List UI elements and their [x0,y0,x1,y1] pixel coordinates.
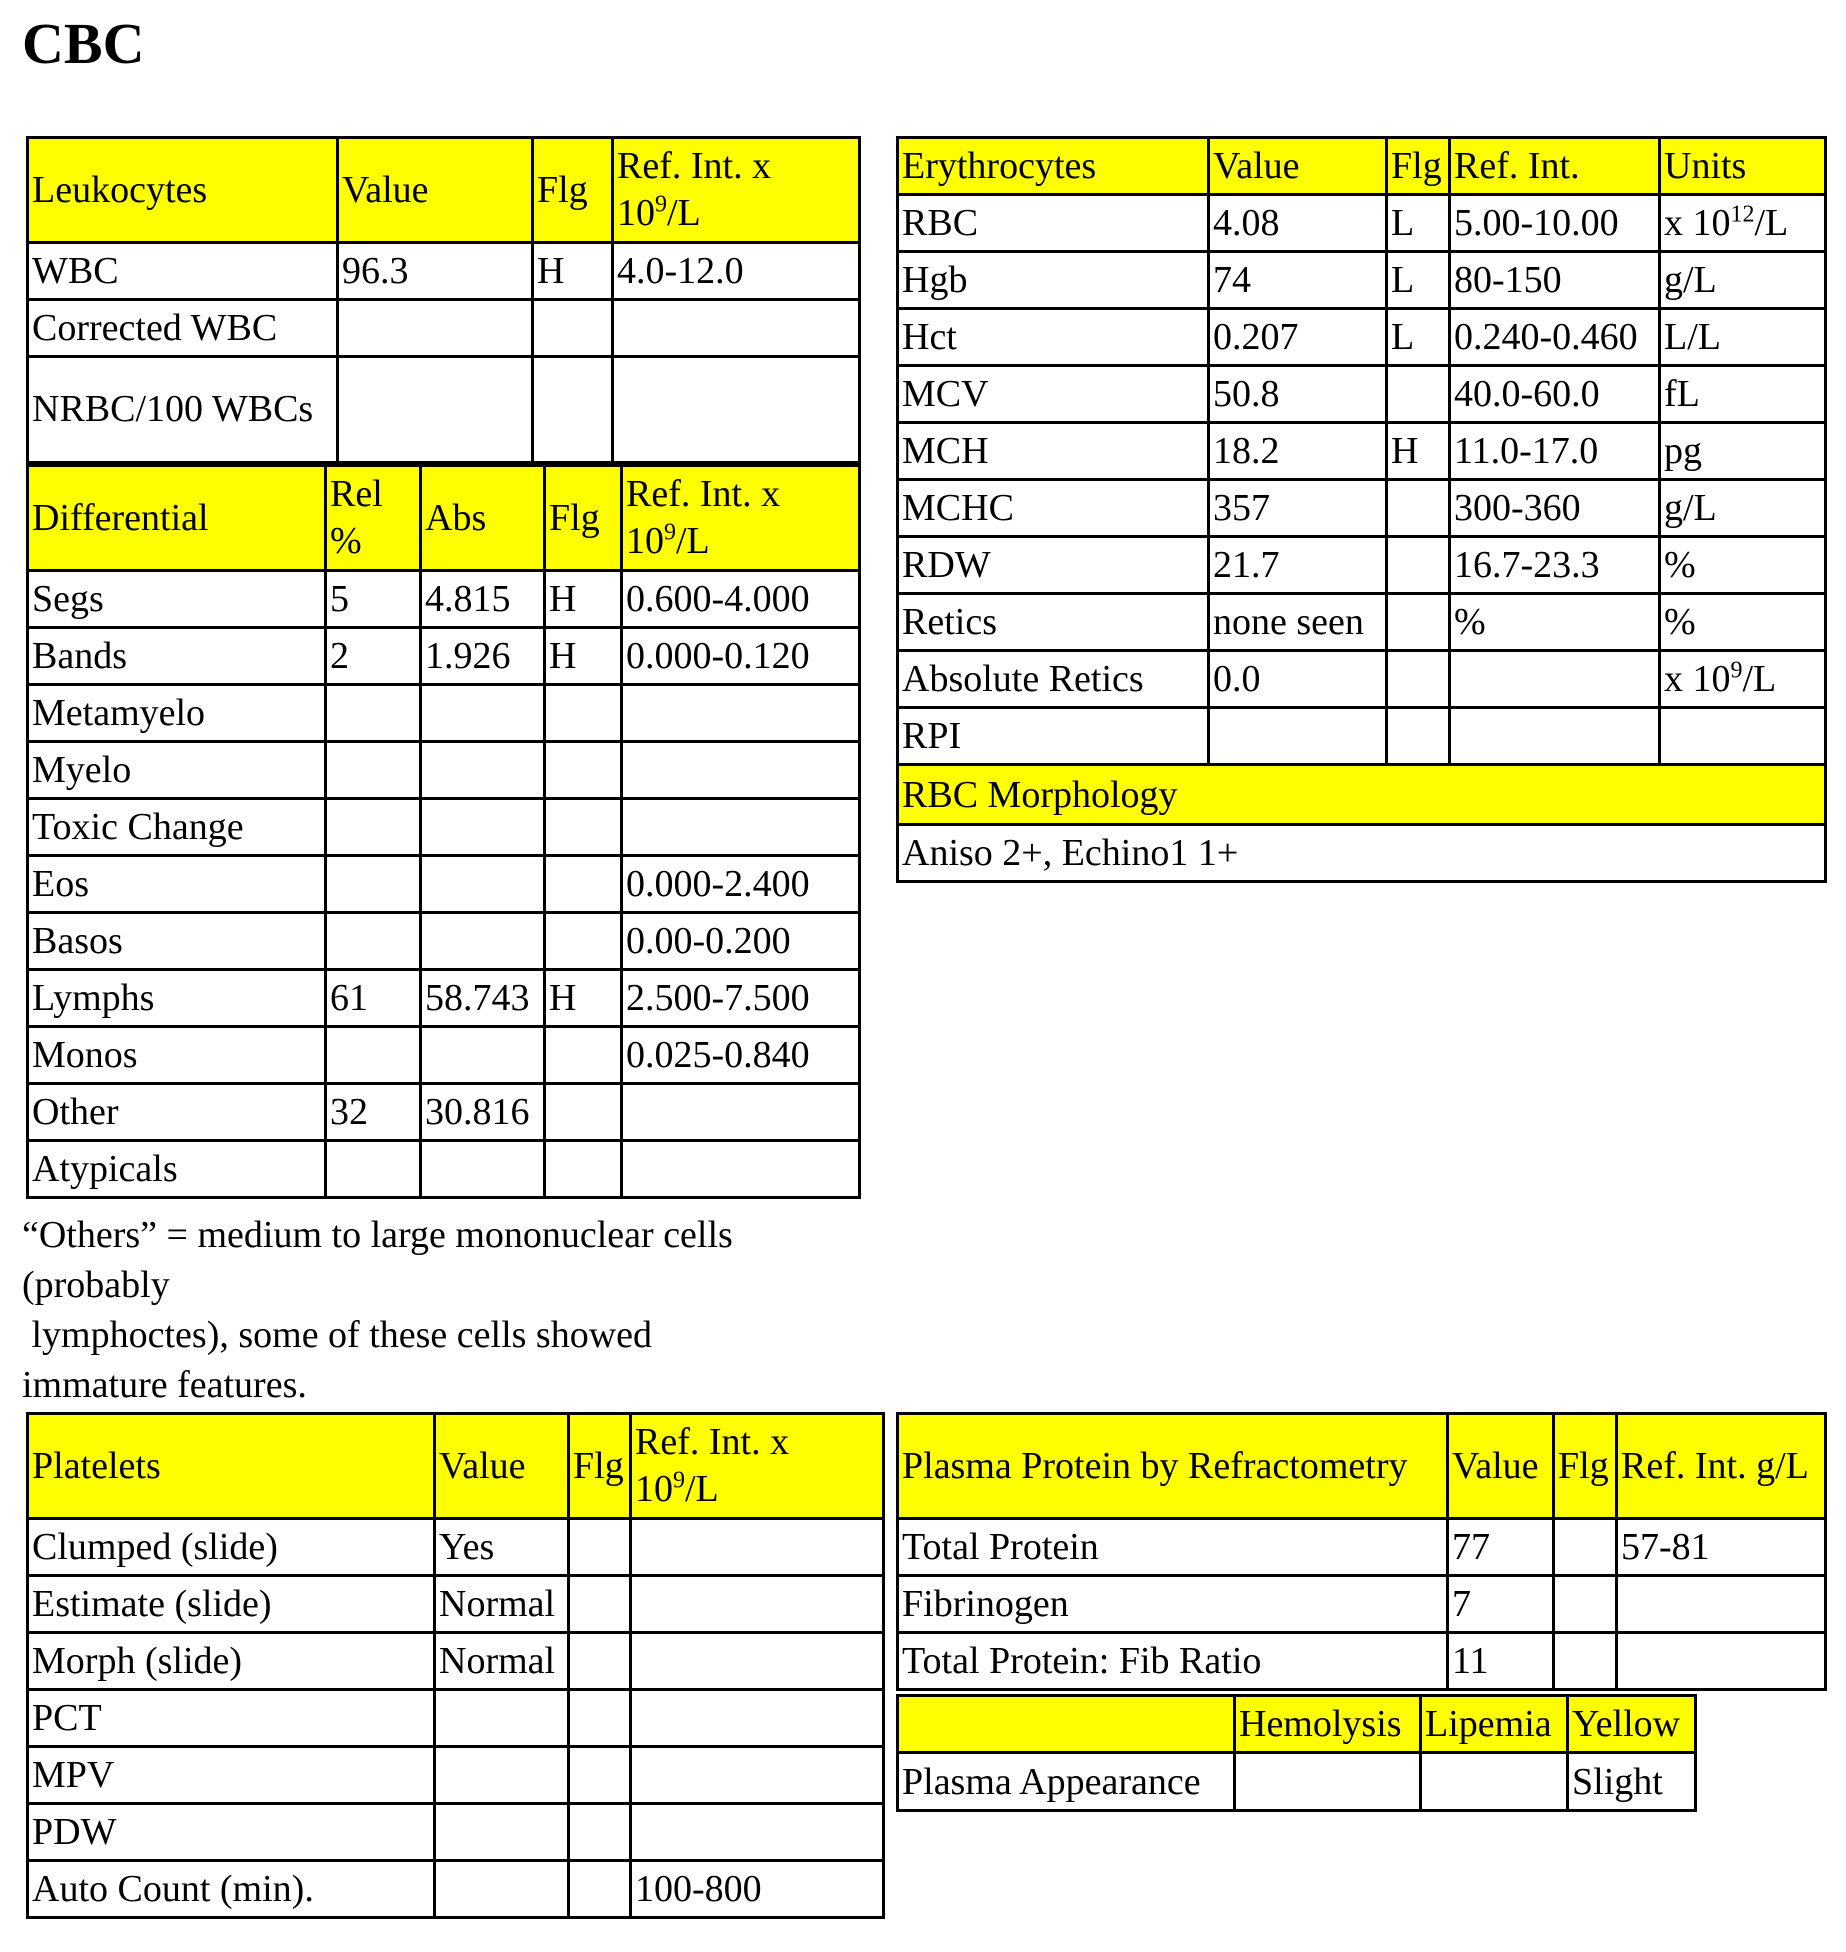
table-cell [569,1633,631,1690]
table-row [28,300,860,357]
header-platelets: Platelets [28,1414,435,1519]
header-blank [898,1696,1235,1753]
table-row [898,651,1826,708]
table-cell [435,1690,569,1747]
header-value: Value [435,1414,569,1519]
table-cell: % [1450,594,1660,651]
table-cell [569,1690,631,1747]
table-cell [631,1747,884,1804]
table-row [28,1690,884,1747]
table-cell-units: fL [1660,366,1826,423]
table-row [28,628,860,685]
table-cell: Metamyelo [28,685,326,742]
table-row [898,594,1826,651]
table-cell: 0.0 [1209,651,1387,708]
cell-yellow: Slight [1568,1753,1696,1811]
table-cell [631,1690,884,1747]
table-cell: 5 [326,571,421,628]
table-row [28,799,860,856]
table-cell: 5.00-10.00 [1450,195,1660,252]
cell-name: NRBC/100 WBCs [28,357,338,463]
table-cell: 0.207 [1209,309,1387,366]
table-cell: 40.0-60.0 [1450,366,1660,423]
platelets-rows [28,1519,884,1918]
header-leukocytes: Leukocytes [28,138,338,243]
table-cell [1450,708,1660,765]
table-row [28,357,860,463]
table-row [28,856,860,913]
table-row [898,480,1826,537]
table-cell: 4.815 [421,571,545,628]
table-header-row [898,765,1826,825]
table-cell: 50.8 [1209,366,1387,423]
table-cell: MCH [898,423,1209,480]
table-cell [421,913,545,970]
differential-table [26,464,861,1199]
table-cell: Bands [28,628,326,685]
table-cell: PCT [28,1690,435,1747]
plasma-protein-table [896,1412,1827,1691]
table-cell: RBC [898,195,1209,252]
table-header-row [28,1414,884,1519]
table-cell: Segs [28,571,326,628]
table-cell [1387,480,1450,537]
table-cell [1450,651,1660,708]
table-row [898,1753,1696,1811]
table-row [28,571,860,628]
table-cell [622,1084,860,1141]
table-cell [569,1747,631,1804]
cell-name: Corrected WBC [28,300,338,357]
table-cell: Retics [898,594,1209,651]
table-cell: H [545,628,622,685]
table-cell [421,856,545,913]
table-row [28,1084,860,1141]
header-ref-int: Ref. Int. x $10^9/L$ [613,138,860,243]
table-cell [1554,1519,1617,1576]
header-hemolysis: Hemolysis [1235,1696,1421,1753]
table-cell [622,742,860,799]
table-cell: 0.000-2.400 [622,856,860,913]
header-ref-int: Ref. Int. x $10^9/L$ [622,466,860,571]
table-cell: 16.7-23.3 [1450,537,1660,594]
plasma-protein-rows [898,1519,1826,1690]
table-row [28,1804,884,1861]
table-cell: 61 [326,970,421,1027]
table-cell: Basos [28,913,326,970]
table-cell-units: g/L [1660,480,1826,537]
cell-flag: H [533,243,613,300]
table-cell [421,1027,545,1084]
table-cell: L [1387,309,1450,366]
table-cell: 74 [1209,252,1387,309]
table-cell-units [1660,708,1826,765]
footnote-line: (probably [22,1264,170,1306]
table-cell: 0.000-0.120 [622,628,860,685]
table-row [28,970,860,1027]
rbc-morphology-value: Aniso 2+, Echino1 1+ [898,825,1826,882]
table-row [898,825,1826,882]
table-row [898,195,1826,252]
table-cell [631,1633,884,1690]
table-cell: 57-81 [1617,1519,1826,1576]
table-cell [545,1141,622,1198]
table-cell: Clumped (slide) [28,1519,435,1576]
cell-value [338,357,533,463]
table-cell: RDW [898,537,1209,594]
header-yellow: Yellow [1568,1696,1696,1753]
table-cell [1554,1576,1617,1633]
cell-hemolysis [1235,1753,1421,1811]
header-flag: Flg [533,138,613,243]
table-cell [435,1747,569,1804]
header-ref-int: Ref. Int. g/L [1617,1414,1826,1519]
table-cell [631,1519,884,1576]
differential-rows [28,571,860,1198]
table-cell: Morph (slide) [28,1633,435,1690]
table-cell: 0.240-0.460 [1450,309,1660,366]
header-ref-int: Ref. Int. x $10^9/L$ [631,1414,884,1519]
table-cell [421,742,545,799]
header-flag: Flg [1554,1414,1617,1519]
table-cell: Fibrinogen [898,1576,1448,1633]
cell-ref: 4.0-12.0 [613,243,860,300]
table-cell: H [545,970,622,1027]
table-cell: L [1387,195,1450,252]
footnote-line: lymphoctes), some of these cells showed [22,1314,653,1356]
table-cell: 77 [1448,1519,1554,1576]
table-cell: Monos [28,1027,326,1084]
table-cell: Eos [28,856,326,913]
table-cell: 32 [326,1084,421,1141]
cell-lipemia [1421,1753,1568,1811]
platelets-table [26,1412,885,1919]
header-plasma-protein: Plasma Protein by Refractometry [898,1414,1448,1519]
table-cell: Hct [898,309,1209,366]
table-cell: 58.743 [421,970,545,1027]
table-row [898,537,1826,594]
header-units: Units [1660,138,1826,195]
table-cell [326,799,421,856]
cell-ref [613,357,860,463]
header-rel-percent: Rel % [326,466,421,571]
table-cell: H [1387,423,1450,480]
table-cell [631,1804,884,1861]
table-cell: 100-800 [631,1861,884,1918]
table-cell: Absolute Retics [898,651,1209,708]
table-cell [569,1861,631,1918]
table-cell-units: % [1660,537,1826,594]
table-cell [569,1804,631,1861]
table-cell: Estimate (slide) [28,1576,435,1633]
header-flag: Flg [545,466,622,571]
header-value: Value [338,138,533,243]
others-footnote [22,1210,842,1410]
table-cell [545,685,622,742]
table-cell: MPV [28,1747,435,1804]
cell-flag [533,300,613,357]
table-cell [326,685,421,742]
table-cell [545,1027,622,1084]
table-cell: none seen [1209,594,1387,651]
table-cell: Other [28,1084,326,1141]
table-cell: L [1387,252,1450,309]
table-cell-units: pg [1660,423,1826,480]
table-row [28,1747,884,1804]
table-cell [545,856,622,913]
table-cell [1387,366,1450,423]
table-cell: MCV [898,366,1209,423]
table-cell [545,913,622,970]
cell-value: 96.3 [338,243,533,300]
table-cell [326,856,421,913]
table-cell [631,1576,884,1633]
table-cell: Atypicals [28,1141,326,1198]
table-cell: Normal [435,1576,569,1633]
table-row [28,1861,884,1918]
table-cell [622,685,860,742]
table-cell: PDW [28,1804,435,1861]
table-row [28,1027,860,1084]
table-row [898,366,1826,423]
table-cell: 2.500-7.500 [622,970,860,1027]
table-cell [569,1576,631,1633]
table-cell: Hgb [898,252,1209,309]
table-cell: 11.0-17.0 [1450,423,1660,480]
footnote-line: immature features. [22,1364,307,1406]
table-row [28,742,860,799]
table-header-row [898,1414,1826,1519]
table-cell: 0.025-0.840 [622,1027,860,1084]
table-cell [622,1141,860,1198]
header-flag: Flg [1387,138,1450,195]
table-cell [1554,1633,1617,1690]
header-flag: Flg [569,1414,631,1519]
table-cell [622,799,860,856]
table-cell [1387,651,1450,708]
table-cell: Yes [435,1519,569,1576]
table-cell [1387,594,1450,651]
header-ref-int: Ref. Int. [1450,138,1660,195]
erythrocytes-rows [898,195,1826,765]
footnote-line: “Others” = medium to large mononuclear cells [22,1214,733,1256]
table-cell-units: x $10^{12}/L$ [1660,195,1826,252]
table-cell [1617,1576,1826,1633]
table-cell [545,1084,622,1141]
table-cell: 0.600-4.000 [622,571,860,628]
plasma-appearance-table [896,1694,1697,1812]
table-cell [1387,708,1450,765]
table-row [28,243,860,300]
table-cell: 7 [1448,1576,1554,1633]
table-cell [545,799,622,856]
table-row [28,1519,884,1576]
erythrocytes-table [896,136,1827,883]
table-cell: 18.2 [1209,423,1387,480]
table-cell: 80-150 [1450,252,1660,309]
table-cell: 11 [1448,1633,1554,1690]
header-abs: Abs [421,466,545,571]
table-cell [421,685,545,742]
table-row [898,1633,1826,1690]
table-cell: Normal [435,1633,569,1690]
header-value: Value [1448,1414,1554,1519]
table-cell: 300-360 [1450,480,1660,537]
table-cell [421,1141,545,1198]
table-header-row [898,138,1826,195]
table-row [28,1576,884,1633]
table-cell [435,1804,569,1861]
table-cell: MCHC [898,480,1209,537]
table-cell: 4.08 [1209,195,1387,252]
table-cell [326,1027,421,1084]
table-cell-units: L/L [1660,309,1826,366]
header-value: Value [1209,138,1387,195]
table-cell: 357 [1209,480,1387,537]
table-header-row [898,1696,1696,1753]
table-cell: Auto Count (min). [28,1861,435,1918]
table-cell: Myelo [28,742,326,799]
table-cell [1617,1633,1826,1690]
cell-flag [533,357,613,463]
table-row [898,1576,1826,1633]
header-rbc-morphology: RBC Morphology [898,765,1826,825]
table-row [28,1141,860,1198]
table-cell [1387,537,1450,594]
table-cell: RPI [898,708,1209,765]
table-row [898,1519,1826,1576]
table-cell [569,1519,631,1576]
table-cell: Toxic Change [28,799,326,856]
table-cell: Total Protein [898,1519,1448,1576]
table-row [898,423,1826,480]
table-cell: 2 [326,628,421,685]
table-cell-units: x $10^9/L$ [1660,651,1826,708]
table-cell: 30.816 [421,1084,545,1141]
cell-ref [613,300,860,357]
table-cell [326,1141,421,1198]
table-header-row [28,466,860,571]
table-cell: 21.7 [1209,537,1387,594]
table-row [28,1633,884,1690]
table-cell: 0.00-0.200 [622,913,860,970]
header-erythrocytes: Erythrocytes [898,138,1209,195]
table-cell-units: % [1660,594,1826,651]
table-cell [545,742,622,799]
table-row [898,309,1826,366]
table-row [898,708,1826,765]
cell-name: WBC [28,243,338,300]
cell-name: Plasma Appearance [898,1753,1235,1811]
table-cell-units: g/L [1660,252,1826,309]
header-differential: Differential [28,466,326,571]
table-cell [1209,708,1387,765]
table-cell [326,913,421,970]
table-cell: Total Protein: Fib Ratio [898,1633,1448,1690]
table-cell: 1.926 [421,628,545,685]
table-header-row [28,138,860,243]
table-row [28,685,860,742]
table-row [898,252,1826,309]
cell-value [338,300,533,357]
table-row [28,913,860,970]
page-title: CBC [22,11,145,76]
table-cell [421,799,545,856]
table-cell: H [545,571,622,628]
table-cell: Lymphs [28,970,326,1027]
leukocytes-table [26,136,861,464]
table-cell [326,742,421,799]
header-lipemia: Lipemia [1421,1696,1568,1753]
table-cell [435,1861,569,1918]
